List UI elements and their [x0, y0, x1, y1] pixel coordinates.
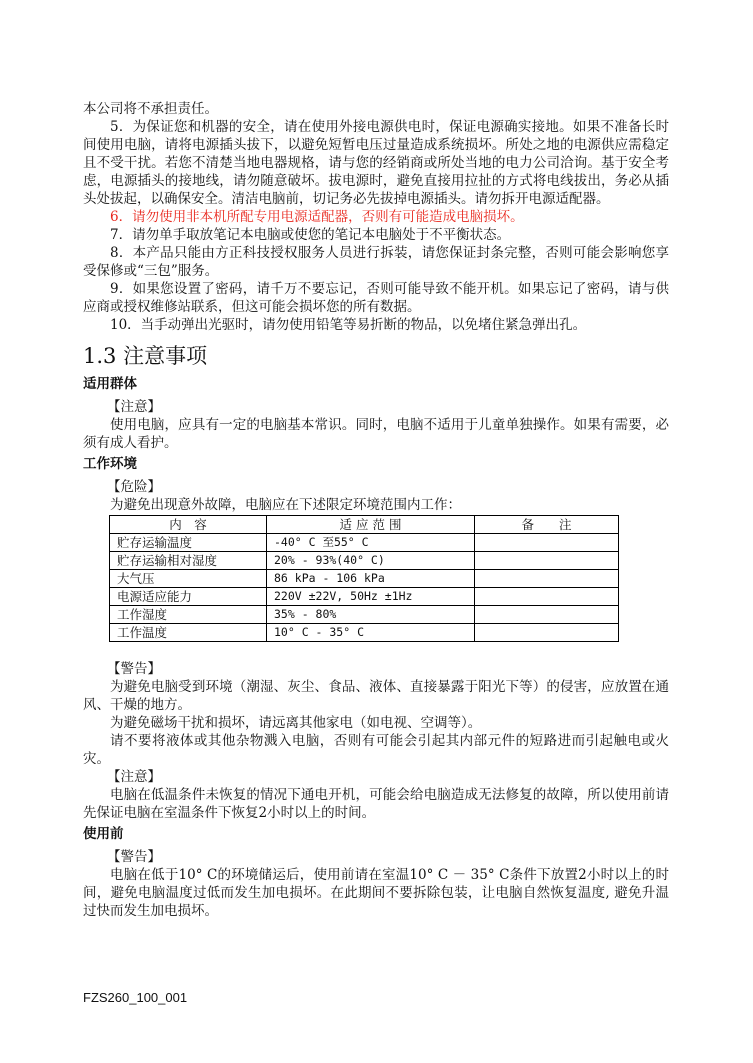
- item-7: 7．请勿单手取放笔记本电脑或使您的笔记本电脑处于不平衡状态。: [110, 227, 511, 243]
- item-6-warning: 6．请勿使用非本机所配专用电源适配器，否则有可能造成电脑损坏。: [110, 209, 524, 225]
- table-row: [110, 552, 619, 570]
- table-cell: -40° C 至55° C: [267, 534, 475, 552]
- table-row: [110, 588, 619, 606]
- table-row: [110, 606, 619, 624]
- footer-doc-id: FZS260_100_001: [83, 990, 188, 1005]
- item-5: 5．为保证您和机器的安全，请在使用外接电源供电时，保证电源确实接地。如果不准备长时间使用电脑，请将电源插头拔下，以避免短暂电压过量造成系统损坏。所处之地的电源供应需稳定且不受干扰。若您不清楚当地电器规格，请与您的经销商或所处当地的电力公司洽询。基于安全考虑，电源插头的接地线，请勿随意破坏。拔电源时，避免直接用拉扯的方式将电线拔出，务必从插头处拔起，以确保安全。清洁电脑前，切记务必先拔掉电源插头。请勿拆开电源适配器。: [83, 119, 669, 207]
- col-header-range: 适 应 范 围: [267, 516, 475, 534]
- table-cell: 220V ±22V, 50Hz ±1Hz: [267, 588, 475, 606]
- table-cell: [475, 606, 619, 624]
- danger-intro: 为避免出现意外故障，电脑应在下述限定环境范围内工作：: [110, 497, 461, 513]
- table-row: [110, 570, 619, 588]
- heading-work-environment: 工作环境: [83, 456, 137, 472]
- table-cell: [475, 570, 619, 588]
- spacer: [83, 642, 669, 660]
- table-row: [110, 534, 619, 552]
- col-header-remarks: 备 注: [475, 516, 619, 534]
- warning-text-1: 为避免电脑受到环境（潮湿、灰尘、食品、液体、直接暴露于阳光下等）的侵害，应放置在通风、干燥的地方。: [83, 679, 669, 713]
- warning-label-2: 【警告】: [107, 849, 161, 865]
- table-row: [110, 624, 619, 642]
- warning-text-before-use: 电脑在低于10° C的环境储运后，使用前请在室温10° C － 35° C条件下放置2小时以上的时间，避免电脑温度过低而发生加电损坏。在此期间不要拆除包装，让电脑自然恢复温度, 避免升温过快而发生加电损坏。: [83, 867, 669, 919]
- table-cell: 35% - 80%: [267, 606, 475, 624]
- table-cell: [475, 588, 619, 606]
- table-cell: 86 kPa - 106 kPa: [267, 570, 475, 588]
- notice-label: 【注意】: [107, 399, 161, 415]
- table-cell: 工作温度: [110, 624, 267, 642]
- item-9: 9．如果您设置了密码，请千万不要忘记，否则可能导致不能开机。如果忘记了密码，请与供应商或授权维修站联系，但这可能会损坏您的所有数据。: [83, 281, 669, 315]
- warning-text-3: 请不要将液体或其他杂物溅入电脑，否则有可能会引起其内部元件的短路进而引起触电或火灾。: [83, 733, 669, 767]
- heading-target-users: 适用群体: [83, 376, 137, 392]
- warning-text-2: 为避免磁场干扰和损坏，请远离其他家电（如电视、空调等）。: [110, 715, 482, 731]
- warning-label: 【警告】: [107, 661, 161, 677]
- table-cell: 贮存运输相对湿度: [110, 552, 267, 570]
- table-cell: 贮存运输温度: [110, 534, 267, 552]
- section-title: 1.3 注意事项: [83, 344, 208, 368]
- item-8: 8．本产品只能由方正科技授权服务人员进行拆装，请您保证封条完整，否则可能会影响您享受保修或“三包”服务。: [83, 245, 669, 279]
- environment-table: [109, 515, 619, 642]
- item-10: 10．当手动弹出光驱时，请勿使用铅笔等易折断的物品，以免堵住紧急弹出孔。: [110, 317, 587, 333]
- table-cell: [475, 534, 619, 552]
- col-header-content: 内 容: [110, 516, 267, 534]
- paragraph-continuation: 本公司将不承担责任。: [83, 101, 218, 117]
- table-cell: 10° C - 35° C: [267, 624, 475, 642]
- table-cell: 电源适应能力: [110, 588, 267, 606]
- table-cell: [475, 624, 619, 642]
- notice-text: 使用电脑，应具有一定的电脑基本常识。同时，电脑不适用于儿童单独操作。如果有需要，必须有成人看护。: [83, 417, 669, 451]
- document-page: [83, 100, 669, 920]
- notice-label-2: 【注意】: [107, 769, 161, 785]
- heading-before-use: 使用前: [83, 826, 124, 842]
- notice-text-2: 电脑在低温条件未恢复的情况下通电开机，可能会给电脑造成无法修复的故障，所以使用前请先保证电脑在室温条件下恢复2小时以上的时间。: [83, 787, 669, 821]
- table-cell: 工作湿度: [110, 606, 267, 624]
- table-cell: [475, 552, 619, 570]
- table-cell: 大气压: [110, 570, 267, 588]
- table-cell: 20% - 93%(40° C): [267, 552, 475, 570]
- danger-label: 【危险】: [107, 479, 161, 495]
- table-header-row: [110, 516, 619, 534]
